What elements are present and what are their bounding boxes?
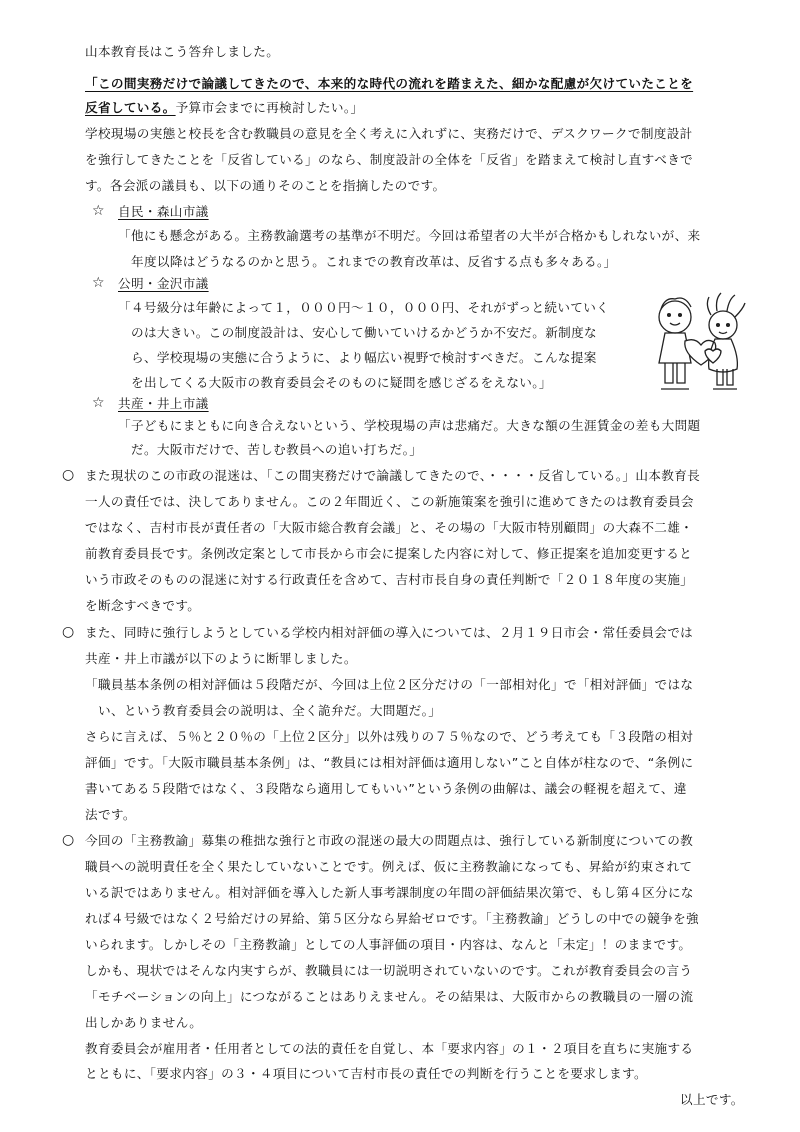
closing-text: 以上です。 xyxy=(680,1092,744,1107)
para4-line: 評価」です。「大阪市職員基本条例」は、“教員には相対評価は適用しない”こと自体が柱なので、“条例に xyxy=(85,755,694,770)
para2-line: ではなく、吉村市長が責任者の「大阪市総合教育会議」と、その場の「大阪市特別顧問」の大森不二雄・ xyxy=(85,520,694,535)
quote2-line: い、という教育委員会の説明は、全く詭弁だ。大問題だ。」 xyxy=(98,703,442,718)
para2-line: 前教育委員長です。条例改定案として市長から市会に提案した内容に対して、修正提案を追加変更すると xyxy=(85,546,693,561)
quote1-part-c: 予算市会までに再検討したい。」 xyxy=(175,100,364,115)
para2-line: また現状のこの市政の混迷は、「この間実務だけで論議してきたので、・・・・反省している。」山本教育長 xyxy=(85,468,701,483)
speaker1-name: 自民・森山市議 xyxy=(118,204,209,219)
para4-line: 法です。 xyxy=(85,807,136,822)
para5-line: しかも、現状ではそんな内実すらが、教職員には一切説明されていないのです。これが教育委員会の言う xyxy=(85,963,693,978)
para1-line: 学校現場の実態と校長を含む教職員の意見を全く考えに入れずに、実務だけで、デスクワークで制度設計 xyxy=(85,126,693,141)
quote1-part-b: 反省している。 xyxy=(85,100,176,115)
para2-line: いう市政そのものの混迷に対する行政責任を含めて、吉村市長自身の責任判断で「２０１８年度の実施」 xyxy=(85,572,694,587)
speaker3-name: 共産・井上市議 xyxy=(118,396,209,411)
para6-line: 教育委員会が雇用者・任用者としての法的責任を自覚し、本「要求内容」の１・２項目を直ちに実施する xyxy=(85,1041,694,1056)
quote1-part-a: 「この間実務だけで論議してきたので、本来的な時代の流れを踏まえた、細かな配慮が欠けていたことを xyxy=(85,76,694,91)
speaker1-line: 年度以降はどうなるのかと思う。これまでの教育改革は、反省する点も多々ある。」 xyxy=(131,254,617,269)
speaker3-line: 「子どもにまともに向き合えないという、学校現場の声は悲痛だ。大きな額の生涯賃金の差も大問題 xyxy=(118,418,701,433)
circle-marker: ○ xyxy=(62,624,75,640)
star-marker: ☆ xyxy=(92,275,105,291)
para5-line: いる訳ではありません。相対評価を導入した新人事考課制度の年間の評価結果次第で、もし第４区分にな xyxy=(85,885,694,900)
para2-line: 一人の責任では、決してありません。この２年間近く、この新施策案を強引に進めてきたのは教育委員会 xyxy=(85,494,694,509)
quote1-line2 xyxy=(85,100,363,116)
para5-line: 「モチベーションの向上」につながることはありえません。その結果は、大阪市からの教職員の一層の流 xyxy=(85,989,694,1004)
para1-line: す。各会派の議員も、以下の通りそのことを指摘したのです。 xyxy=(85,178,446,193)
speaker2-line: ら、学校現場の実態に合うように、より幅広い視野で検討すべきだ。こんな提案 xyxy=(131,350,597,365)
para2-line: を断念すべきです。 xyxy=(85,598,201,613)
para5-line: いられます。しかしその「主務教諭」としての人事評価の項目・内容は、なんと「未定」！のままです。 xyxy=(85,937,692,952)
para5-line: 職員への説明責任を全く果たしていないことです。例えば、仮に主務教諭になっても、昇給が約束されて xyxy=(85,859,693,874)
speaker1-line: 「他にも懸念がある。主務教諭選考の基準が不明だ。今回は希望者の大半が合格かもしれないが、来 xyxy=(118,228,701,243)
star-marker: ☆ xyxy=(92,203,105,219)
circle-marker: ○ xyxy=(62,832,75,848)
intro-text: 山本教育長はこう答弁しました。 xyxy=(85,44,280,59)
para3-line: 共産・井上市議が以下のように断罪しました。 xyxy=(85,651,357,666)
speaker2-line: を出してくる大阪市の教育委員会そのものに疑問を感じざるをえない。」 xyxy=(131,375,552,390)
circle-marker: ○ xyxy=(62,467,75,483)
para3-line: また、同時に強行しようとしている学校内相対評価の導入については、２月１９日市会・常任委員会では xyxy=(85,625,694,640)
para5-line: 今回の「主務教諭」募集の稚拙な強行と市政の混迷の最大の問題点は、強行している新制度についての教 xyxy=(85,833,694,848)
speaker2-line: 「４号級分は年齢によって１，０００円～１０，０００円、それがずっと続いていく xyxy=(118,300,610,315)
para4-line: 書いてある５段階ではなく、３段階なら適用してもいい”という条例の曲解は、議会の軽視を超えて、違 xyxy=(85,781,687,796)
quote1-line1 xyxy=(85,76,693,92)
para6-line: とともに、「要求内容」の３・４項目について吉村市長の責任での判断を行うことを要求します。 xyxy=(85,1066,647,1081)
para5-line: れば４号級ではなく２号給だけの昇給、第５区分なら昇給ゼロです。「主務教諭」どうしの中での競争を強 xyxy=(85,911,699,926)
para5-line: 出しかありません。 xyxy=(85,1015,203,1030)
star-marker: ☆ xyxy=(92,395,105,411)
para4-line: さらに言えば、５％と２０％の「上位２区分」以外は残りの７５％なので、どう考えても「３段階の相対 xyxy=(85,729,694,744)
para1-line: を強行してきたことを「反省している」のなら、制度設計の全体を「反省」を踏まえて検討し直すべきで xyxy=(85,152,694,167)
speaker3-line: だ。大阪市だけで、苦しむ教員への追い打ちだ。」 xyxy=(131,442,423,457)
quote2-line: 「職員基本条例の相対評価は５段階だが、今回は上位２区分だけの「一部相対化」で「相対評価」ではな xyxy=(85,677,694,692)
children-with-hearts-illustration xyxy=(645,285,750,397)
speaker2-line: のは大きい。この制度設計は、安心して働いていけるかどうか不安だ。新制度な xyxy=(131,325,597,340)
speaker2-name: 公明・金沢市議 xyxy=(118,276,209,291)
